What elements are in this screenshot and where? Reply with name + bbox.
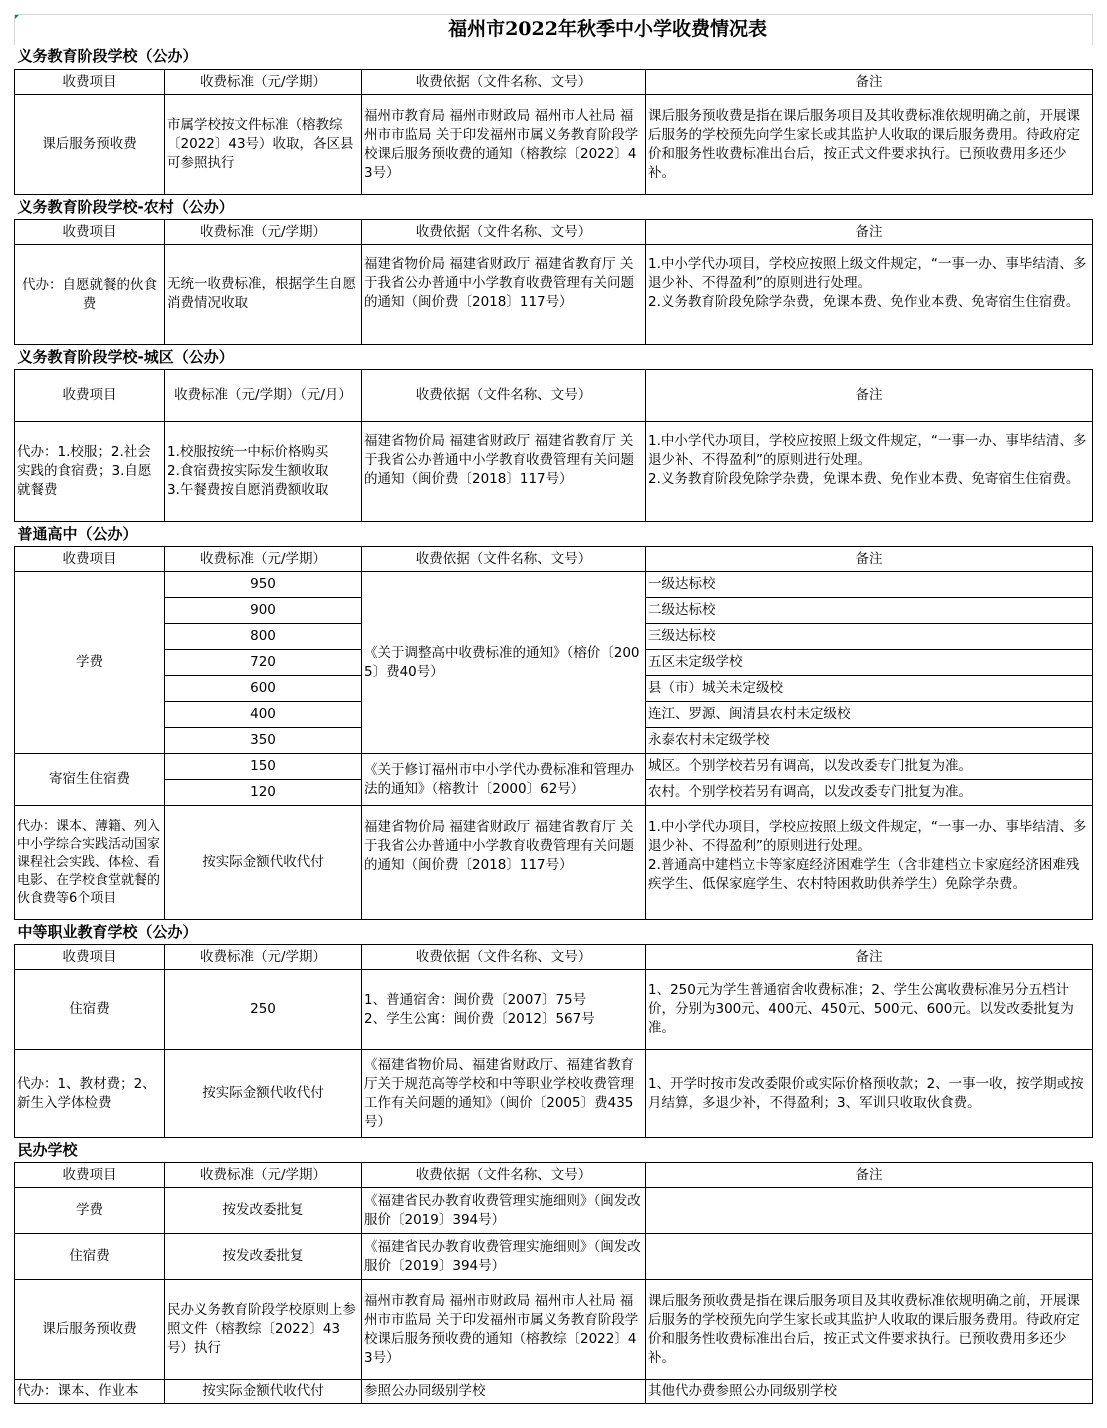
cell-amount: 900 <box>165 598 362 624</box>
cell-note: 课后服务预收费是指在课后服务项目及其收费标准依规明确之前，开展课后服务的学校预先向学生家长或其监护人收取的课后服务费用。待政府定价和服务性收费标准出台后，按正式文件要求执行。已预收费用多还少补。 <box>646 95 1093 195</box>
cell-amount: 120 <box>165 780 362 806</box>
table-header-row <box>15 945 1093 970</box>
header-note: 备注 <box>646 70 1093 95</box>
cell-note: 农村。个别学校若另有调高，以发改委专门批复为准。 <box>646 780 1093 806</box>
cell-note: 五区未定级学校 <box>646 650 1093 676</box>
table-row <box>15 806 1093 920</box>
table-row <box>15 572 1093 598</box>
cell-item: 学费 <box>15 1188 165 1234</box>
header-item: 收费项目 <box>15 220 165 245</box>
header-item: 收费项目 <box>15 1163 165 1188</box>
cell-note: 县（市）城关未定级校 <box>646 676 1093 702</box>
header-basis: 收费依据（文件名称、文号） <box>362 1163 646 1188</box>
cell-note: 三级达标校 <box>646 624 1093 650</box>
cell-amount: 350 <box>165 728 362 754</box>
cell-basis: 福建省物价局 福建省财政厅 福建省教育厅 关于我省公办普通中小学教育收费管理有关问题的通知（闽价费〔2018〕117号） <box>362 806 646 920</box>
cell-amount: 600 <box>165 676 362 702</box>
fee-sheet <box>14 14 1092 1404</box>
cell-note: 二级达标校 <box>646 598 1093 624</box>
cell-basis: 参照公办同级别学校 <box>362 1380 646 1404</box>
fee-table <box>14 14 1093 1404</box>
section-title: 民办学校 <box>15 1138 1093 1163</box>
header-basis: 收费依据（文件名称、文号） <box>362 70 646 95</box>
cell-basis: 《福建省民办教育收费管理实施细则》（闽发改服价〔2019〕394号） <box>362 1234 646 1280</box>
cell-note: 一级达标校 <box>646 572 1093 598</box>
header-item: 收费项目 <box>15 70 165 95</box>
cell-basis: 《福建省民办教育收费管理实施细则》（闽发改服价〔2019〕394号） <box>362 1188 646 1234</box>
cell-amount: 400 <box>165 702 362 728</box>
table-row <box>15 1234 1093 1280</box>
standard-line: 2.食宿费按实际发生额收取 <box>167 463 329 479</box>
cell-note: 城区。个别学校若另有调高，以发改委专门批复为准。 <box>646 754 1093 780</box>
cell-item: 代办：1.校服；2.社会实践的食宿费；3.自愿就餐费 <box>15 422 165 522</box>
cell-standard: 民办义务教育阶段学校原则上参照文件（榕教综〔2022〕43号）执行 <box>165 1280 362 1380</box>
cell-note <box>646 422 1093 522</box>
header-basis: 收费依据（文件名称、文号） <box>362 220 646 245</box>
section-title: 义务教育阶段学校-城区（公办） <box>15 345 1093 370</box>
cell-basis: 《福建省物价局、福建省财政厅、福建省教育厅关于规范高等学校和中等职业学校收费管理工作有关问题的通知》（闽价〔2005〕费435号） <box>362 1050 646 1138</box>
cell-item: 课后服务预收费 <box>15 1280 165 1380</box>
basis-line: 2、学生公寓：闽价费〔2012〕567号 <box>364 1010 595 1027</box>
cell-standard: 无统一收费标准，根据学生自愿消费情况收取 <box>165 245 362 345</box>
cell-standard: 按实际金额代收代付 <box>165 1380 362 1404</box>
cell-standard <box>165 422 362 522</box>
cell-note <box>646 806 1093 920</box>
cell-amount: 800 <box>165 624 362 650</box>
header-note: 备注 <box>646 945 1093 970</box>
table-row <box>15 422 1093 522</box>
cell-note: 永泰农村未定级学校 <box>646 728 1093 754</box>
note-line: 2.义务教育阶段免除学杂费，免课本费、免作业本费、免寄宿生住宿费。 <box>648 471 1080 487</box>
cell-item: 寄宿生住宿费 <box>15 754 165 806</box>
cell-basis: 《关于修订福州市中小学代办费标准和管理办法的通知》（榕教计〔2000〕62号） <box>362 754 646 806</box>
header-note: 备注 <box>646 220 1093 245</box>
cell-standard: 按实际金额代收代付 <box>165 1050 362 1138</box>
cell-basis: 福州市教育局 福州市财政局 福州市人社局 福州市市监局 关于印发福州市属义务教育阶段学校课后服务预收费的通知（榕教综〔2022〕43号） <box>362 1280 646 1380</box>
section-title: 中等职业教育学校（公办） <box>15 920 1093 945</box>
cell-amount: 950 <box>165 572 362 598</box>
section-title: 义务教育阶段学校（公办） <box>15 45 1093 70</box>
cell-note: 1、开学时按市发改委限价或实际价格预收款；2、一事一收，按学期或按月结算，多退少补，不得盈利；3、军训只收取伙食费。 <box>646 1050 1093 1138</box>
note-line: 2.普通高中建档立卡等家庭经济困难学生（含非建档立卡家庭经济困难残疾学生、低保家庭学生、农村特困救助供养学生）免除学杂费。 <box>648 857 1080 892</box>
cell-item: 代办：课本、作业本 <box>15 1380 165 1404</box>
cell-standard: 按实际金额代收代付 <box>165 806 362 920</box>
table-header-row <box>15 547 1093 572</box>
standard-line: 1.校服按统一中标价格购买 <box>167 444 329 460</box>
table-row <box>15 1380 1093 1404</box>
cell-item: 学费 <box>15 572 165 754</box>
note-line: 2.义务教育阶段免除学杂费，免课本费、免作业本费、免寄宿生住宿费。 <box>648 294 1080 310</box>
cell-amount: 150 <box>165 754 362 780</box>
cell-basis: 《关于调整高中收费标准的通知》（榕价〔2005〕费40号） <box>362 572 646 754</box>
header-item: 收费项目 <box>15 945 165 970</box>
page-title: 福州市2022年秋季中小学收费情况表 <box>15 15 1093 45</box>
section-title: 普通高中（公办） <box>15 522 1093 547</box>
header-standard: 收费标准（元/学期） <box>165 220 362 245</box>
cell-note <box>646 245 1093 345</box>
cell-standard: 按发改委批复 <box>165 1188 362 1234</box>
header-note: 备注 <box>646 370 1093 422</box>
table-header-row <box>15 70 1093 95</box>
note-line: 1.中小学代办项目，学校应按照上级文件规定，“一事一办、事毕结清、多退少补、不得盈利”的原则进行处理。 <box>648 433 1087 468</box>
cell-item: 住宿费 <box>15 1234 165 1280</box>
header-note: 备注 <box>646 547 1093 572</box>
header-basis: 收费依据（文件名称、文号） <box>362 945 646 970</box>
cell-basis <box>362 970 646 1050</box>
table-row <box>15 1280 1093 1380</box>
table-row <box>15 1050 1093 1138</box>
header-standard: 收费标准（元/学期） <box>165 70 362 95</box>
table-header-row <box>15 370 1093 422</box>
table-row <box>15 95 1093 195</box>
section-title: 义务教育阶段学校-农村（公办） <box>15 195 1093 220</box>
cell-note <box>646 1234 1093 1280</box>
header-item: 收费项目 <box>15 370 165 422</box>
table-row <box>15 754 1093 780</box>
basis-line: 1、普通宿舍：闽价费〔2007〕75号 <box>364 991 587 1008</box>
cell-item: 课后服务预收费 <box>15 95 165 195</box>
cell-basis: 福州市教育局 福州市财政局 福州市人社局 福州市市监局 关于印发福州市属义务教育阶段学校课后服务预收费的通知（榕教综〔2022〕43号） <box>362 95 646 195</box>
header-standard: 收费标准（元/学期） <box>165 1163 362 1188</box>
header-standard: 收费标准（元/学期）（元/月） <box>165 370 362 422</box>
cell-note: 课后服务预收费是指在课后服务项目及其收费标准依规明确之前，开展课后服务的学校预先向学生家长或其监护人收取的课后服务费用。待政府定价和服务性收费标准出台后，按正式文件要求执行。已预收费用多还少补。 <box>646 1280 1093 1380</box>
table-row <box>15 1188 1093 1234</box>
table-row <box>15 245 1093 345</box>
table-row <box>15 970 1093 1050</box>
cell-basis: 福建省物价局 福建省财政厅 福建省教育厅 关于我省公办普通中小学教育收费管理有关问题的通知（闽价费〔2018〕117号） <box>362 422 646 522</box>
cell-note: 连江、罗源、闽清县农村未定级校 <box>646 702 1093 728</box>
note-line: 1.中小学代办项目，学校应按照上级文件规定，“一事一办、事毕结清、多退少补、不得盈利”的原则进行处理。 <box>648 256 1087 291</box>
header-standard: 收费标准（元/学期） <box>165 547 362 572</box>
cell-amount: 720 <box>165 650 362 676</box>
note-line: 1.中小学代办项目，学校应按照上级文件规定，“一事一办、事毕结清、多退少补、不得盈利”的原则进行处理。 <box>648 819 1087 854</box>
cell-standard: 市属学校按文件标准（榕教综〔2022〕43号）收取，各区县可参照执行 <box>165 95 362 195</box>
cell-item: 代办：课本、薄籍、列入中小学综合实践活动国家课程社会实践、体检、看电影、在学校食堂就餐的伙食费等6个项目 <box>15 806 165 920</box>
standard-line: 3.午餐费按自愿消费额收取 <box>167 482 329 498</box>
cell-item: 住宿费 <box>15 970 165 1050</box>
header-note: 备注 <box>646 1163 1093 1188</box>
cell-note: 其他代办费参照公办同级别学校 <box>646 1380 1093 1404</box>
cell-note <box>646 1188 1093 1234</box>
table-header-row <box>15 220 1093 245</box>
header-basis: 收费依据（文件名称、文号） <box>362 547 646 572</box>
table-header-row <box>15 1163 1093 1188</box>
header-standard: 收费标准（元/学期） <box>165 945 362 970</box>
cell-note: 1、250元为学生普通宿舍收费标准；2、学生公寓收费标准另分五档计价，分别为300元、400元、450元、500元、600元。以发改委批复为准。 <box>646 970 1093 1050</box>
cell-standard: 250 <box>165 970 362 1050</box>
header-basis: 收费依据（文件名称、文号） <box>362 370 646 422</box>
cell-basis: 福建省物价局 福建省财政厅 福建省教育厅 关于我省公办普通中小学教育收费管理有关问题的通知（闽价费〔2018〕117号） <box>362 245 646 345</box>
header-item: 收费项目 <box>15 547 165 572</box>
cell-standard: 按发改委批复 <box>165 1234 362 1280</box>
cell-item: 代办：自愿就餐的伙食费 <box>15 245 165 345</box>
cell-item: 代办：1、教材费；2、新生入学体检费 <box>15 1050 165 1138</box>
